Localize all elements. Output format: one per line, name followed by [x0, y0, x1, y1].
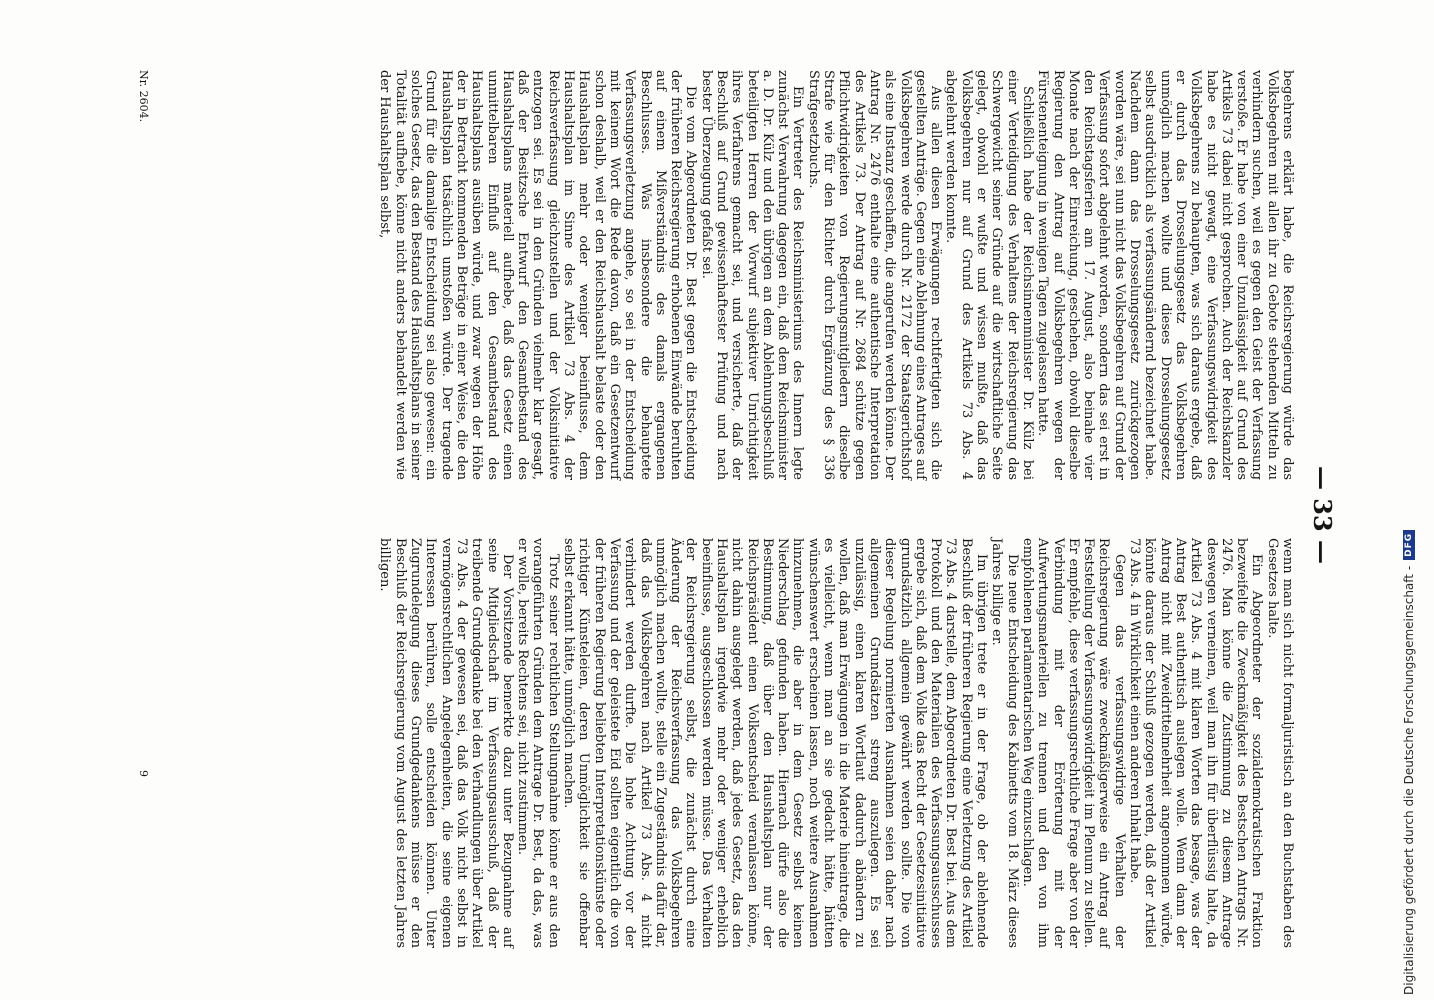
paragraph: begehrens erklärt habe, die Reichsregierung würde das Volksbegehren mit allen ihr zu Gebote stehenden Mitteln zu verhindern suchen, weil es gegen den Geist der Verfassung verstoße. Er habe von einer Unzulässigkeit auf Grund des Artikels 73 dabei nicht gesprochen. Auch der Reichskanzler habe es nicht gewagt, eine Verfassungswidrigkeit des Volksbegehrens zu behaupten, was sich daraus ergebe, daß er durch das Drosselungsgesetz das Volksbegehren unmöglich machen wollte und dieses Drosselungsgesetz selbst ausdrücklich als verfassungsändernd bezeichnet habe. Nachdem dann das Drosselungsgesetz zurückgezogen worden wäre, sei nun nicht das Volksbegehren auf Grund der Verfassung sofort abgelehnt worden, sondern das sei erst in den Reichstagsferien am 17. August, also beinahe vier Monate nach der Einreichung, geschehen, obwohl dieselbe Regierung den Antrag auf Volksbegehren wegen der Fürstenenteignung in wenigen Tagen zugelassen hatte.: [1035, 70, 1295, 480]
paragraph: Trotz seiner rechtlichen Stellungnahme könne er aus den vorangeführten Gründen dem Antrage Dr. Best, da das, was er wolle, bereits Rechtens sei, nicht zustimmen.: [515, 538, 561, 948]
paragraph: wenn man sich nicht formaljuristisch an den Buchstaben des Gesetzes halte.: [1264, 538, 1295, 948]
digitization-note: Digitalisierung gefördert durch die Deutsche Forschungsgemeinschaft -: [1402, 565, 1416, 995]
rotated-page-content: [125, 70, 1335, 960]
paragraph: Gegen das verfassungswidrige Verhalten der Reichsregierung wäre zweckmäßigerweise ein Antrag auf Feststellung der Verfassungswidrigkeit im Plenum zu stellen. Er empfehle, diese verfassungsrechtliche Frage aber von der Verbindung mit der Erörterung mit der Aufwertungsmateriellen zu trennen und den von ihm empfohlenen parlamentarischen Weg einzuschlagen.: [1019, 538, 1127, 948]
sheet-number: 9: [137, 770, 150, 777]
paragraph: Die neue Entscheidung des Kabinetts vom 18. März dieses Jahres billige er.: [989, 538, 1020, 948]
print-signature: Nr. 2604.: [137, 70, 150, 123]
paragraph: Der Vorsitzende bemerkte dazu unter Bezugnahme auf seine Mitgliedschaft im Verfassungsausschuß, daß der treibende Grundgedanke bei den Verhandlungen über Artikel 73 Abs. 4 der gewesen sei, daß das Volk nicht selbst in vermögensrechtlichen Angelegenheiten, die seine eigenen Interessen berühren, solle entscheiden können. Unter Zugrundelegung dieses Grundgedankens müsse er den Beschluß der Reichsregierung vom August des letzten Jahres billigen.: [377, 538, 515, 948]
paragraph: Die vom Abgeordneten Dr. Best gegen die Entscheidung der früheren Reichsregierung erhobenen Einwände beruhten auf einem Mißverständnis des damals ergangenen Beschlusses. Was insbesondere die behauptete Verfassungsverletzung angehe, so sei in der Entscheidung mit keinem Wort die Rede davon, daß ein Gesetzentwurf schon deshalb, weil er den Reichshaushalt belaste oder den Haushaltsplan mehr oder weniger beeinflusse, dem Haushaltsplan im Sinne des Artikel 73 Abs. 4 der Reichsverfassung gleichzustellen und der Volksinitiative entzogen sei. Es sei in den Gründen vielmehr klar gesagt, daß der Besitzsche Entwurf den Gesamtbestand des Haushaltsplans materiell aufhebe, daß das Gesetz einen unmittelbaren Einfluß auf den Gesamtbestand des Haushaltsplans ausüben würde, und zwar wegen der Höhe der in Betracht kommenden Beträge in einer Weise, die den Haushaltsplan tatsächlich umstoßen würde. Der tragende Grund für die damalige Entscheidung sei also gewesen: ein solches Gesetz, das den Bestand des Haushaltsplans in seiner Totalität aufhebe, könne nicht anders behandelt werden wie der Haushaltsplan selbst,: [377, 70, 699, 480]
left-column: [377, 70, 1295, 480]
paragraph: Ein Abgeordneter der sozialdemokratischen Fraktion bezweifelte die Zweckmäßigkeit des Bestschen Antrags Nr. 2476. Man könne die Zustimmung zu diesem Antrage deswegen verneinen, weil man ihn für überflüssig halte, da Artikel 73 Abs. 4 mit klaren Worten das besage, was der Antrag Best authentisch auslegen wolle. Wenn dann der Antrag nicht mit Zweidrittelmehrheit angenommen würde, könnte daraus der Schluß gezogen werden, daß der Artikel 73 Abs. 4 in Wirklichkeit einen anderen Inhalt habe.: [1127, 538, 1265, 948]
paragraph: Im übrigen trete er in der Frage, ob der ablehnende Beschluß der früheren Regierung eine Verletzung des Artikel 73 Abs. 4 darstelle, dem Abgeordneten Dr. Best bei. Aus dem Protokoll und den Materialien des Verfassungsausschusses ergebe sich, daß dem Volke das Recht der Gesetzesinitiative grundsätzlich allgemein gewährt werden sollte. Die von dieser Regelung normierten Ausnahmen seien daher nach allgemeinen Grundsätzen streng auszulegen. Es sei unzulässig, einen klaren Wortlaut dadurch abändern zu wollen, daß man Erwägungen in die Materie hineintrage, die es vielleicht, wenn man an sie gedacht hätte, hätten wünschenswert erscheinen lassen, noch weitere Ausnahmen hinzunehmen, die aber in dem Gesetz selbst keinen Niederschlag gefunden haben. Hiernach dürfe also die Bestimmung, daß über den Haushaltsplan nur der Reichspräsident einen Volksentscheid veranlassen könne, nicht dahin ausgelegt werden, daß jedes Gesetz, das den Haushaltsplan irgendwie mehr oder weniger erheblich beeinflusse, ausgeschlossen werden müsse. Das Verhalten der Reichsregierung selbst, die zunächst durch eine Änderung der Reichsverfassung das Volksbegehren unmöglich machen wollte, stelle ein Zugeständnis dafür dar, daß das Volksbegehren nach Artikel 73 Abs. 4 nicht verhindert werden durfte. Die hohe Achtung vor der Verfassung und der geleistete Eid sollten eigentlich die von der früheren Regierung beliebten Interpretationskünste oder richtiger Künsteleien, deren Unmöglichkeit sie offenbar selbst erkannt hätte, unmöglich machen.: [561, 538, 990, 948]
dfg-logo-icon: DFG: [1403, 530, 1415, 560]
paragraph: Ein Vertreter des Reichsministeriums des Innern legte zunächst Verwahrung dagegen ein, daß dem Reichsminister a. D. Dr. Külz und den übrigen an dem Ablehnungsbeschluß beteiligten Herren der Vorwurf subjektiver Unrichtigkeit ihres Verfahrens gemacht sei, und versicherte, daß der Beschluß auf Grund gewissenhaftester Prüfung und nach bester Überzeugung gefaßt sei.: [698, 70, 806, 480]
page-number: — 33 —: [1308, 465, 1337, 565]
paragraph: Aus allen diesen Erwägungen rechtfertigten sich die gestellten Anträge. Gegen eine Ablehnung eines Antrages auf Volksbegehren werde durch Nr. 2172 der Staatsgerichtshof als eine Instanz geschaffen, die angerufen werden könne. Der Antrag Nr. 2476 enthalte eine authentische Interpretation des Artikels 73. Der Antrag auf Nr. 2684 schütze gegen Pflichtwidrigkeiten von Regierungsmitgliedern dieselbe Strafe wie für den Richter durch Ergänzung des § 336 Strafgesetzbuchs.: [805, 70, 944, 480]
paragraph: Schließlich habe der Reichsinnenminister Dr. Külz bei einer Verteidigung des Verhaltens der Reichsregierung das Schwergewicht seiner Gründe auf die wirtschaftliche Seite gelegt, obwohl er wußte und wissen mußte, daß das Volksbegehren nur auf Grund des Artikels 73 Abs. 4 abgelehnt werden konnte.: [943, 70, 1035, 480]
digitization-notice: [1398, 475, 1420, 995]
right-column: [377, 538, 1295, 948]
